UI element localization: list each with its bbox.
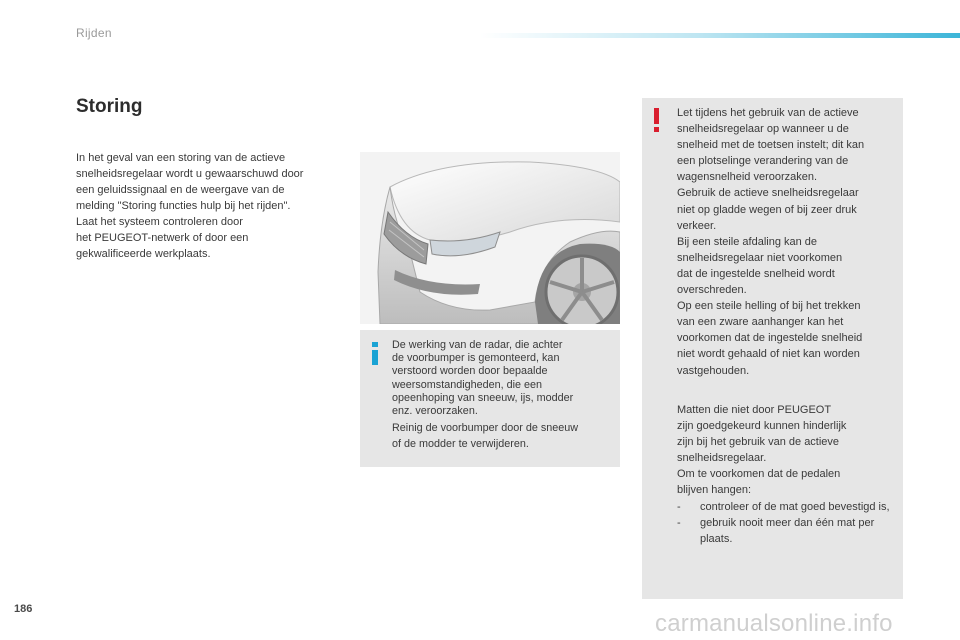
warning-line: voorkomen dat de ingestelde snelheid (677, 332, 863, 345)
warning-line: niet wordt gehaald of niet kan worden (677, 348, 860, 361)
warning-line: snelheidsregelaar niet voorkomen (677, 251, 843, 264)
warning-line: Bij een steile afdaling kan de (677, 235, 818, 248)
info-text (392, 339, 610, 452)
warning-line: snelheid met de toetsen instelt; dit kan (677, 139, 865, 152)
info-line: verstoord worden door bepaalde (392, 365, 548, 378)
mats-line: blijven hangen: (677, 484, 752, 497)
bullet-dash: - (677, 500, 681, 513)
intro-line: snelheidsregelaar wordt u gewaarschuwd door (76, 168, 304, 180)
warning-line: snelheidsregelaar op wanneer u de (677, 123, 849, 136)
warning-line: wagensnelheid veroorzaken. (677, 171, 818, 184)
warning-line: Let tijdens het gebruik van de actieve (677, 107, 859, 119)
warning-line: Op een steile helling of bij het trekken (677, 300, 861, 313)
warning-line: overschreden. (677, 284, 747, 297)
intro-line: In het geval van een storing van de actieve (76, 152, 286, 164)
warning-box (642, 98, 903, 599)
mats-line: snelheidsregelaar. (677, 452, 767, 465)
info-line: of de modder te verwijderen. (392, 438, 529, 451)
watermark: carmanualsonline.info (655, 610, 893, 637)
mats-bullet-list (677, 499, 899, 547)
warning-line: van een zware aanhanger kan het (677, 316, 844, 329)
info-line: Reinig de voorbumper door de sneeuw (392, 422, 579, 435)
mats-line: zijn goedgekeurd kunnen hinderlijk (677, 420, 847, 433)
warning-line: niet op gladde wegen of bij zeer druk (677, 203, 857, 216)
page-number: 186 (14, 603, 33, 615)
bullet-text: controleer of de mat goed bevestigd is, (700, 500, 890, 513)
info-line: opeenhoping van sneeuw, ijs, modder (392, 391, 574, 404)
warning-text (677, 105, 899, 379)
info-line: De werking van de radar, die achter (392, 339, 563, 351)
mats-line: Matten die niet door PEUGEOT (677, 404, 832, 416)
warning-line: verkeer. (677, 219, 717, 232)
header-section-label: Rijden (76, 26, 112, 40)
bullet-text: gebruik nooit meer dan één mat per plaats. (700, 516, 875, 545)
intro-line: melding "Storing functies hulp bij het rijden". (76, 200, 291, 212)
warning-icon (651, 108, 661, 132)
warning-line: dat de ingestelde snelheid wordt (677, 267, 835, 280)
list-item (677, 515, 899, 547)
mats-line: zijn bij het gebruik van de actieve (677, 436, 840, 449)
mats-line: Om te voorkomen dat de pedalen (677, 468, 841, 481)
intro-line: het PEUGEOT-netwerk of door een (76, 232, 249, 244)
bullet-dash: - (677, 516, 681, 529)
car-front-drawing (360, 152, 620, 324)
warning-line: vastgehouden. (677, 364, 750, 377)
info-icon (369, 342, 381, 364)
car-front-illustration (360, 152, 620, 324)
intro-line: een geluidssignaal en de weergave van de (76, 184, 285, 196)
intro-line: Laat het systeem controleren door (76, 216, 243, 228)
intro-line: gekwalificeerde werkplaats. (76, 248, 211, 260)
page-title: Storing (76, 96, 143, 117)
intro-paragraph (76, 150, 341, 262)
warning-line: Gebruik de actieve snelheidsregelaar (677, 187, 859, 200)
info-line: weersomstandigheden, die een (392, 378, 543, 391)
warning-line: een plotselinge verandering van de (677, 155, 849, 168)
info-line: enz. veroorzaken. (392, 405, 478, 418)
floor-mats-text (677, 402, 899, 547)
list-item (677, 499, 899, 515)
info-line: de voorbumper is gemonteerd, kan (392, 352, 560, 365)
header-accent-bar (480, 33, 960, 38)
info-box (360, 330, 620, 467)
